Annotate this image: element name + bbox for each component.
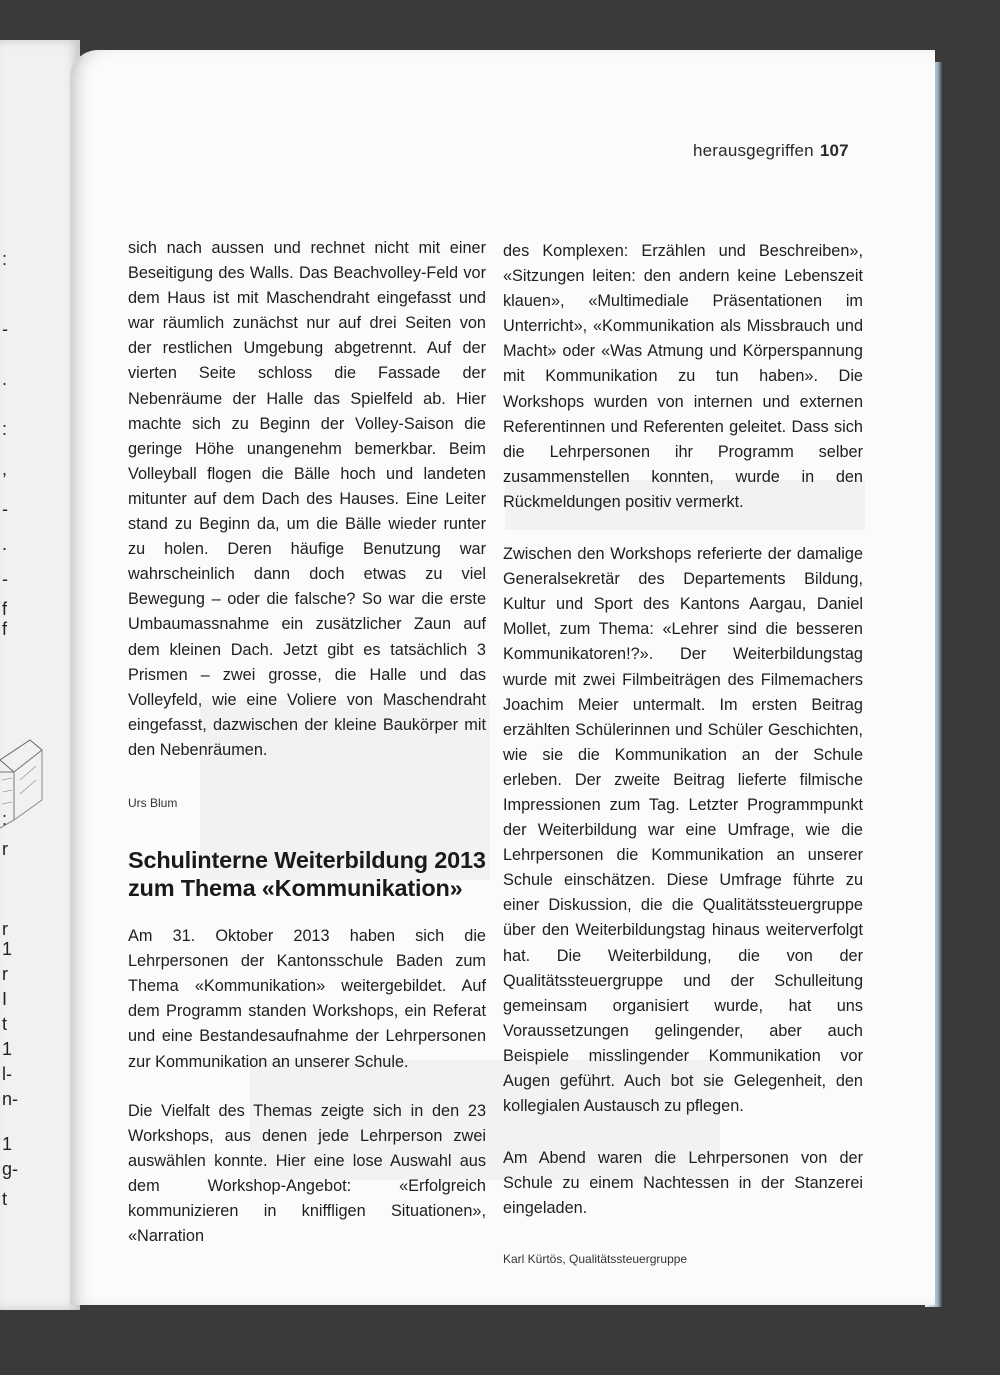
left-fragment: l-: [2, 1064, 12, 1084]
left-fragment: r: [2, 919, 8, 939]
article1-paragraph: sich nach aussen und rechnet nicht mit einer Beseitigung des Walls. Das Beachvolley-Feld vor dem Haus ist mit Maschendraht eingefasst und war räumlich zunächst nur auf drei Seiten von der restlichen Umgebung abgetrennt. Auf der vierten Seite schloss die Fassade der Nebenräume der Halle das Spielfeld ab. Hier machte sich zu Beginn der Volley-Saison die geringe Höhe unangenehm bemerkbar. Beim Volleyball flogen die Bälle hoch und landeten mitunter auf dem Dach des Hauses. Eine Leiter stand zu Beginn da, um die Bälle wieder runter zu holen. Deren häufige Benutzung war wahrscheinlich dann doch etwas zu viel Bewegung – oder die falsche? So war die erste Umbaumassnahme ein zusätzlicher Zaun auf dem kleinen Dach. Jetzt gibt es tatsächlich 3 Prismen – zwei grosse, die Halle und das Volleyfeld, wie eine Voliere von Maschendraht eingefasst, dazwischen der kleine Baukörper mit den Nebenräumen.: [128, 239, 486, 759]
left-fragment: 1: [2, 1134, 13, 1154]
left-page-edge: [0, 40, 80, 1310]
left-fragment: t: [2, 1014, 8, 1034]
left-fragment: n-: [2, 1089, 19, 1109]
article1-author: Urs Blum: [128, 795, 178, 810]
left-fragment: :: [2, 249, 8, 269]
left-fragment: 1: [2, 1039, 13, 1059]
left-page-text-fragments: [0, 40, 19, 1310]
left-fragment: r: [2, 964, 8, 984]
left-fragment: r: [2, 839, 8, 859]
left-fragment: I: [2, 989, 8, 1009]
left-fragment: ,: [2, 459, 8, 479]
left-fragment: :: [2, 419, 8, 439]
left-fragment: g-: [2, 1159, 19, 1179]
article2-signature: Karl Kürtös, Qualitätssteuergruppe: [503, 1252, 688, 1267]
sketch-illustration: [0, 700, 48, 840]
left-fragment: f: [2, 619, 8, 639]
article2-headline: Schulinterne Weiterbildung 2013 zum Thema «Kommunikation»: [128, 847, 486, 902]
section-title: herausgegriffen: [693, 141, 814, 160]
right-column: [503, 239, 863, 1273]
left-fragment: -: [2, 319, 8, 339]
left-fragment: 1: [2, 939, 13, 959]
left-fragment: f: [2, 599, 8, 619]
page-number: 107: [819, 141, 849, 160]
left-fragment: -: [2, 499, 8, 519]
left-fragment: .: [2, 534, 8, 554]
left-fragment: -: [2, 569, 8, 589]
article2-paragraph-1: Am 31. Oktober 2013 haben sich die Lehrpersonen der Kantonsschule Baden zum Thema «Kommunikation» weitergebildet. Auf dem Programm standen Workshops, ein Referat und eine Bestandesaufnahme der Lehrpersonen zur Kommunikation an unserer Schule.: [128, 927, 486, 1071]
left-fragment: .: [2, 369, 8, 389]
article2-paragraph-2: Die Vielfalt des Themas zeigte sich in den 23 Workshops, aus denen jede Lehrperson zwei auswählen konnte. Hier eine lose Auswahl aus dem Workshop-Angebot: «Erfolgreich kommunizieren in kniffligen Situationen», «Narration: [128, 1101, 486, 1246]
left-fragment: :: [2, 809, 8, 829]
article2-paragraph-3: Zwischen den Workshops referierte der damalige Generalsekretär des Departements Bildung, Kultur und Sport des Kantons Aargau, Daniel Mollet, zum Thema: «Lehrer sind die besseren Kommunikatoren!?». Der Weiterbildungstag wurde mit zwei Filmbeiträgen des Filmemachers Joachim Meier untermalt. Im ersten Beitrag erzählten Schülerinnen und Schüler Geschichten, wie sie die Kommunikation an der Schule erleben. Der zweite Beitrag lieferte filmische Impressionen zum Tag. Letzter Programmpunkt der Weiterbildung war eine Umfrage, wie die Lehrpersonen die Kommunikation an unserer Schule einschätzen. Diese Umfrage führte zu einer Diskussion, die die Qualitätssteuergruppe über den Weiterbildungstag hinaus weiterverfolgt hat. Die Weiterbildung, die von der Qualitätssteuergruppe und der Schulleitung gemeinsam organisiert wurde, hat uns Voraussetzungen gelingender, aber auch Beispiele misslingender Kommunikation vor Augen geführt. Auch bot sie Gelegenheit, den kollegialen Austausch zu pflegen.: [503, 545, 863, 1116]
left-fragment: t: [2, 1189, 8, 1209]
running-header: [693, 141, 849, 161]
left-column: [128, 236, 486, 1249]
article2-paragraph-2-cont: des Komplexen: Erzählen und Beschreiben», «Sitzungen leiten: den andern keine Lebenszeit klauen», «Multimediale Präsentationen im Unterricht», «Kommunikation als Missbrauch und Macht» oder «Was Atmung und Körperspannung mit Kommunikation zu tun haben». Die Workshops wurden von internen und externen Referentinnen und Referenten geleitet. Dass sich die Lehrpersonen ihr Programm selber zusammenstellen konnten, wurde in den Rückmeldungen positiv vermerkt.: [503, 242, 863, 511]
article2-paragraph-4: Am Abend waren die Lehrpersonen von der Schule zu einem Nachtessen in der Stanzerei eingeladen.: [503, 1149, 863, 1218]
